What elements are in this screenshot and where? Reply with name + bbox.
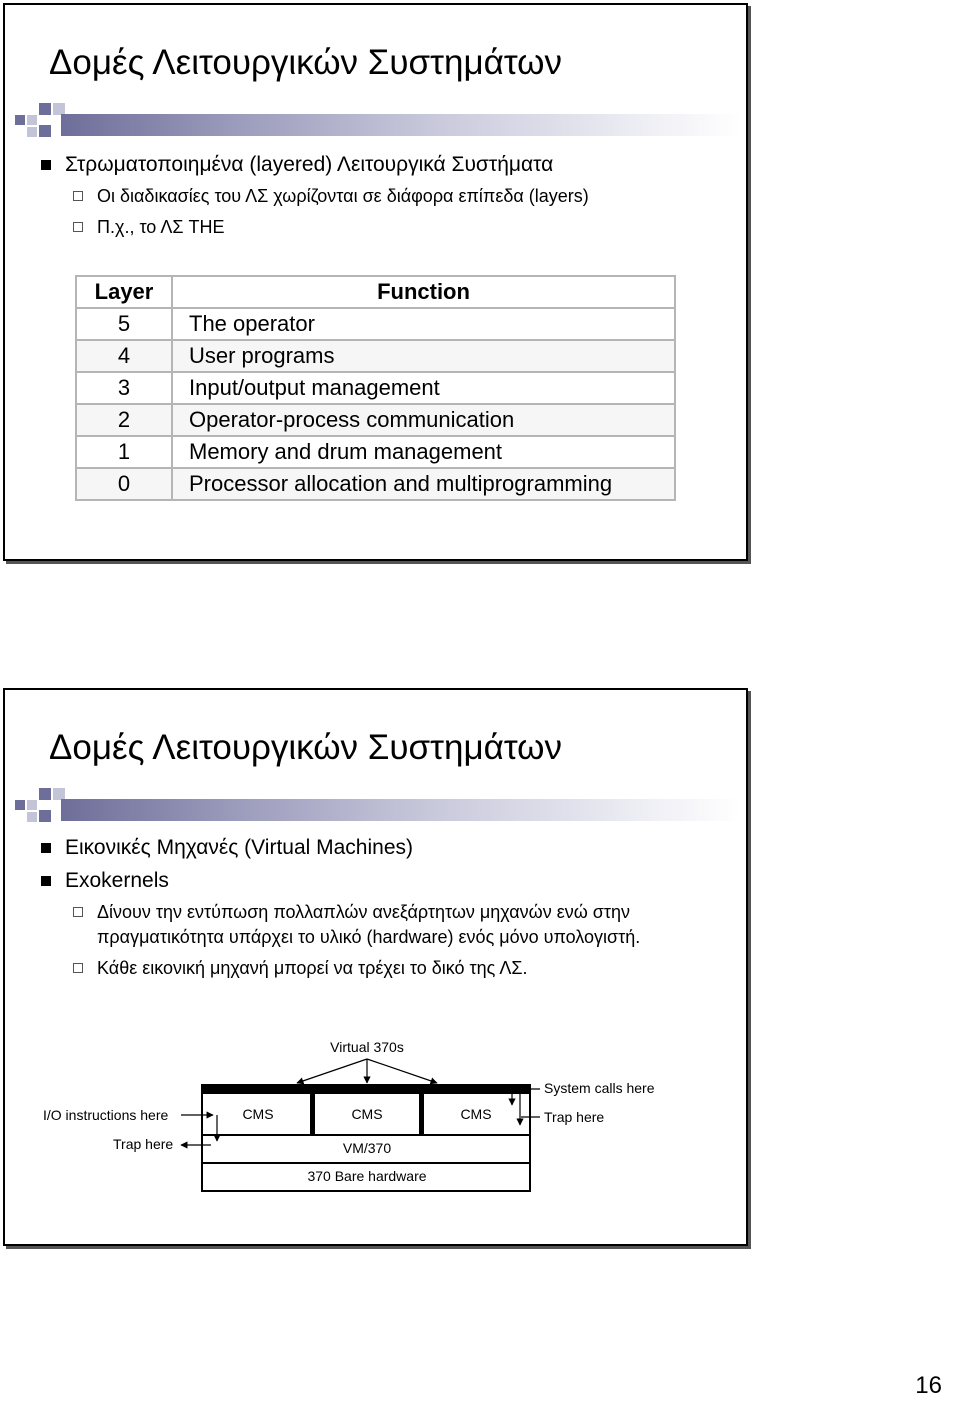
hollow-square-bullet-icon bbox=[73, 963, 83, 973]
vm370-diagram bbox=[5, 1025, 745, 1215]
cms-label: CMS bbox=[460, 1106, 492, 1122]
layer-function: Processor allocation and multiprogramming bbox=[172, 468, 675, 500]
hollow-square-bullet-icon bbox=[73, 191, 83, 201]
list-item: Στρωματοποιημένα (layered) Λειτουργικά Συστήματα bbox=[35, 151, 736, 178]
title-decoration bbox=[13, 788, 748, 824]
hollow-square-bullet-icon bbox=[73, 907, 83, 917]
trap-here-left-label: Trap here bbox=[113, 1136, 174, 1152]
cms-label: CMS bbox=[242, 1106, 274, 1122]
column-header: Function bbox=[172, 276, 675, 308]
cms-label: CMS bbox=[351, 1106, 383, 1122]
column-header: Layer bbox=[76, 276, 172, 308]
table-row bbox=[76, 308, 675, 340]
layer-number: 3 bbox=[76, 372, 172, 404]
list-item: Π.χ., το ΛΣ THE bbox=[35, 215, 736, 240]
layer-number: 0 bbox=[76, 468, 172, 500]
table-row bbox=[76, 404, 675, 436]
layer-number: 1 bbox=[76, 436, 172, 468]
square-bullet-icon bbox=[41, 160, 51, 170]
slide-title: Δομές Λειτουργικών Συστημάτων bbox=[49, 43, 563, 82]
io-instructions-label: I/O instructions here bbox=[43, 1107, 169, 1123]
slide-2 bbox=[3, 688, 748, 1246]
trap-here-right-label: Trap here bbox=[544, 1109, 605, 1125]
the-layers-table bbox=[75, 275, 676, 501]
slide-title: Δομές Λειτουργικών Συστημάτων bbox=[49, 728, 563, 767]
system-calls-label: System calls here bbox=[544, 1080, 655, 1096]
virtual-370s-label: Virtual 370s bbox=[330, 1039, 404, 1055]
bullet-list bbox=[35, 151, 736, 246]
list-item: Exokernels bbox=[35, 867, 736, 894]
slide-1 bbox=[3, 3, 748, 561]
layer-number: 2 bbox=[76, 404, 172, 436]
layer-function: Operator-process communication bbox=[172, 404, 675, 436]
layer-number: 5 bbox=[76, 308, 172, 340]
layer-function: User programs bbox=[172, 340, 675, 372]
list-item: Εικονικές Μηχανές (Virtual Machines) bbox=[35, 834, 736, 861]
page-number: 16 bbox=[915, 1372, 942, 1399]
list-item: Δίνουν την εντύπωση πολλαπλών ανεξάρτητων μηχανών ενώ στην πραγματικότητα υπάρχει το υλικό (hardware) ενός μόνο υπολογιστή. bbox=[35, 900, 736, 950]
layer-function: Input/output management bbox=[172, 372, 675, 404]
list-item: Οι διαδικασίες του ΛΣ χωρίζονται σε διάφορα επίπεδα (layers) bbox=[35, 184, 736, 209]
layer-number: 4 bbox=[76, 340, 172, 372]
vm370-label: VM/370 bbox=[342, 1140, 392, 1156]
table-row bbox=[76, 468, 675, 500]
table-row bbox=[76, 372, 675, 404]
table-row bbox=[76, 340, 675, 372]
list-item: Κάθε εικονική μηχανή μπορεί να τρέχει το δικό της ΛΣ. bbox=[35, 956, 736, 981]
hardware-label: 370 Bare hardware bbox=[307, 1168, 427, 1184]
square-bullet-icon bbox=[41, 876, 51, 886]
hollow-square-bullet-icon bbox=[73, 222, 83, 232]
table-row bbox=[76, 436, 675, 468]
table-header-row bbox=[76, 276, 675, 308]
bullet-list bbox=[35, 834, 736, 987]
title-decoration bbox=[13, 103, 748, 139]
layer-function: Memory and drum management bbox=[172, 436, 675, 468]
square-bullet-icon bbox=[41, 843, 51, 853]
layer-function: The operator bbox=[172, 308, 675, 340]
